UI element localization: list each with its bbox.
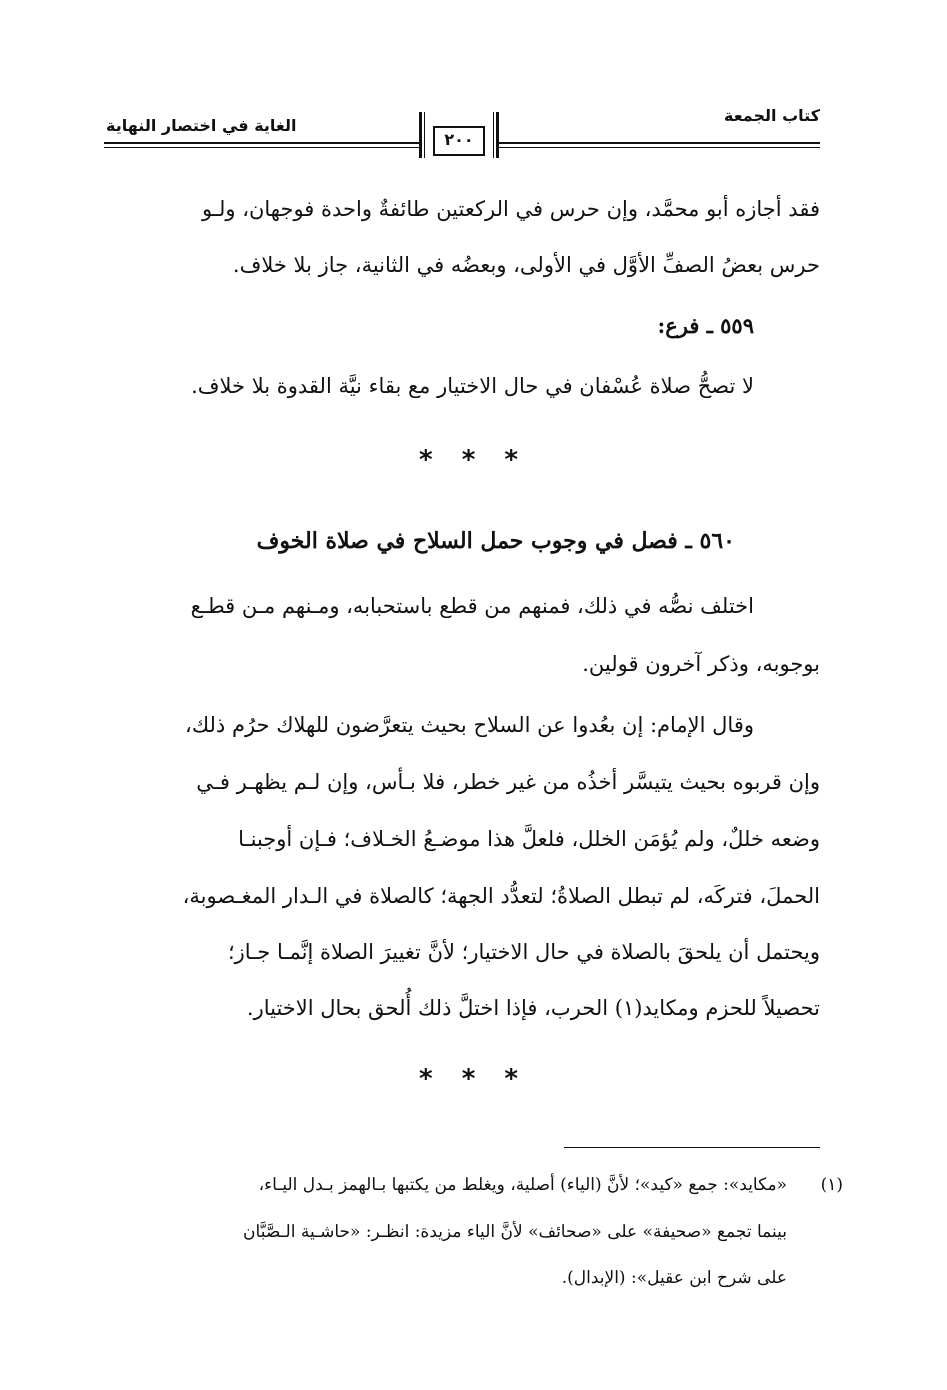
- page-number-frame: [419, 112, 499, 158]
- text-line: ويحتمل أن يلحقَ بالصلاة في حال الاختيار؛ لأنَّ تغييرَ الصلاة إنَّمـا جـاز؛: [227, 940, 820, 964]
- text-line: وضعه خللٌ، ولم يُؤمَن الخلل، فلعلَّ هذا موضـعُ الخـلاف؛ فـإن أوجبنـا: [238, 827, 820, 851]
- section-separator: * * *: [419, 1064, 528, 1094]
- text-line: لا تصحُّ صلاة عُسْفان في حال الاختيار مع بقاء نيَّة القدوة بلا خلاف.: [191, 374, 754, 398]
- footnote-rule: [564, 1147, 820, 1148]
- footnote-line: بينما تجمع «صحيفة» على «صحائف» لأنَّ الياء مزيدة: انظـر: «حاشـية الـصَّبَّان: [243, 1222, 787, 1242]
- footnote-line: «مكايد»: جمع «كيد»؛ لأنَّ (الياء) أصلية، ويغلط من يكتبها بـالهمز بـدل اليـاء،: [258, 1175, 787, 1195]
- footnote-line: على شرح ابن عقيل»: (الإبدال).: [561, 1268, 787, 1288]
- page-number: ٢٠٠: [433, 126, 485, 156]
- text-line: تحصيلاً للحزم ومكايد(١) الحرب، فإذا اختلَّ ذلك أُلحق بحال الاختيار.: [246, 996, 820, 1020]
- text-line: الحملَ، فتركَه، لم تبطل الصلاةُ؛ لتعدُّد الجهة؛ كالصلاة في الـدار المغـصوبة،: [182, 884, 820, 908]
- page-number-bracket-left: [419, 112, 425, 158]
- book-title: الغاية في اختصار النهاية: [106, 116, 297, 135]
- running-header: [104, 104, 820, 148]
- text-line: حرس بعضُ الصفِّ الأوَّل في الأولى، وبعضُه في الثانية، جاز بلا خلاف.: [232, 253, 820, 277]
- text-line: وقال الإمام: إن بعُدوا عن السلاح بحيث يتعرَّضون للهلاك حرُم ذلك،: [185, 713, 754, 737]
- text-line: وإن قربوه بحيث يتيسَّر أخذُه من غير خطر، فلا بـأس، وإن لـم يظهـر فـي: [196, 770, 820, 794]
- chapter-title: كتاب الجمعة: [724, 106, 820, 125]
- text-line: فقد أجازه أبو محمَّد، وإن حرس في الركعتين طائفةٌ واحدة فوجهان، ولـو: [201, 197, 820, 221]
- branch-heading: ٥٥٩ ـ فرع:: [657, 313, 754, 338]
- section-separator: * * *: [419, 445, 528, 475]
- footnote-number: (١): [820, 1175, 843, 1195]
- page-number-bracket-right: [493, 112, 499, 158]
- text-line: اختلف نصُّه في ذلك، فمنهم من قطع باستحبابه، ومـنهم مـن قطـع: [190, 594, 754, 618]
- text-line: بوجوبه، وذكر آخرون قولين.: [582, 652, 820, 676]
- section-heading: ٥٦٠ ـ فصل في وجوب حمل السلاح في صلاة الخوف: [256, 528, 735, 554]
